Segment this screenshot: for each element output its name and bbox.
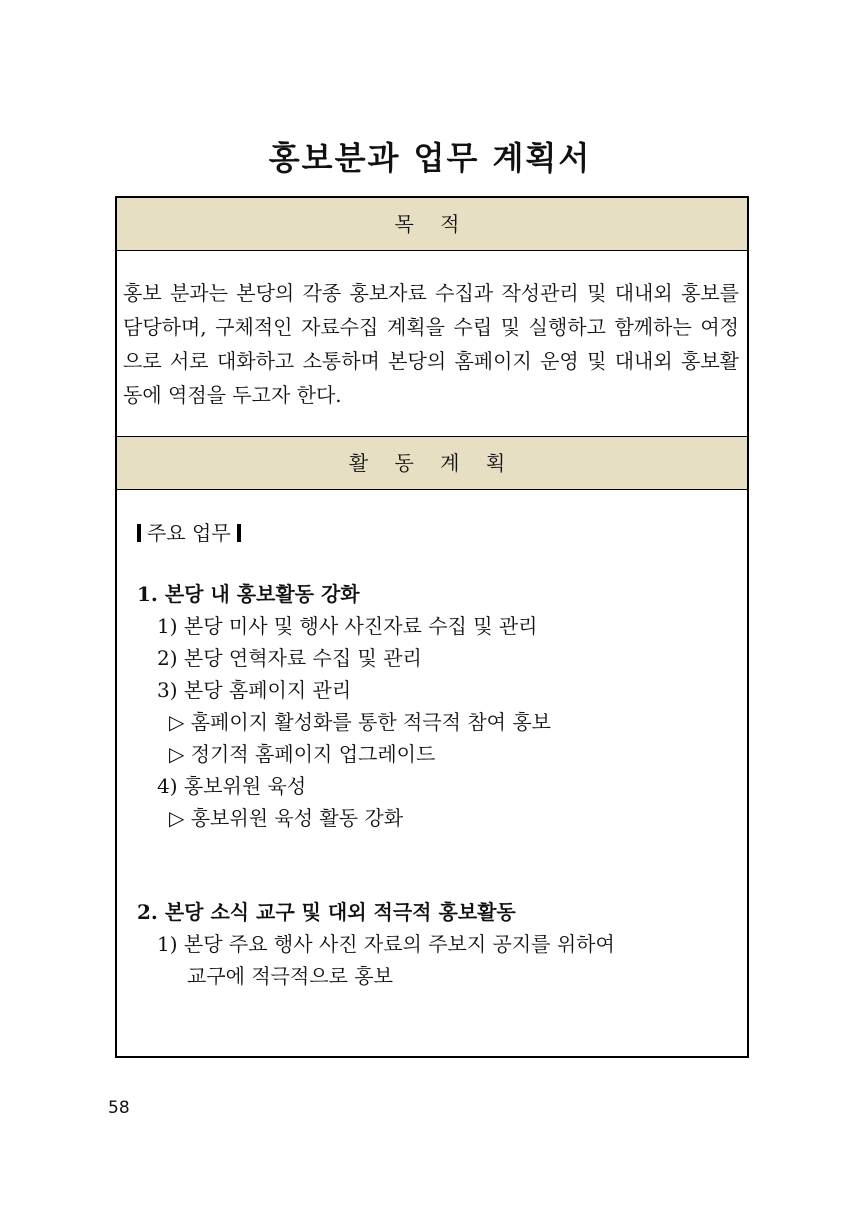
list-item: ▷ 홈페이지 활성화를 통한 적극적 참여 홍보 — [169, 710, 551, 734]
list-item: 3) 본당 홈페이지 관리 — [157, 678, 352, 702]
page-title: 홍보분과 업무 계획서 — [268, 139, 592, 177]
main-tasks-text: 주요 업무 — [147, 521, 231, 545]
plan-table — [115, 196, 749, 1058]
main-tasks-label — [131, 518, 247, 548]
section-1 — [137, 578, 737, 834]
activity-header: 활 동 계 획 — [117, 436, 747, 490]
purpose-body: 홍보 분과는 본당의 각종 홍보자료 수집과 작성관리 및 대내외 홍보를 담당하며, 구체적인 자료수집 계획을 수립 및 실행하고 함께하는 여정으로 서로 대화하고 소통하며 본당의 홈페이지 운영 및 대내외 홍보활동에 역점을 두고자 한다. — [123, 281, 739, 407]
purpose-header: 목 적 — [117, 198, 747, 251]
list-item: 4) 홍보위원 육성 — [157, 774, 307, 798]
list-item: ▷ 홍보위원 육성 활동 강화 — [169, 806, 404, 830]
section-2-heading: 2. 본당 소식 교구 및 대외 적극적 홍보활동 — [137, 900, 516, 924]
list-item: 1) 본당 미사 및 행사 사진자료 수집 및 관리 — [157, 614, 538, 638]
activity-body — [117, 490, 747, 1056]
list-item: 1) 본당 주요 행사 사진 자료의 주보지 공지를 위하여 — [157, 932, 615, 956]
bar-right-icon — [237, 524, 241, 542]
section-1-heading: 1. 본당 내 홍보활동 강화 — [137, 582, 360, 606]
section-2 — [137, 896, 737, 992]
list-item: 교구에 적극적으로 홍보 — [187, 964, 393, 988]
bar-left-icon — [137, 524, 141, 542]
list-item: ▷ 정기적 홈페이지 업그레이드 — [169, 742, 436, 766]
list-item: 2) 본당 연혁자료 수집 및 관리 — [157, 646, 422, 670]
page-number: 58 — [108, 1098, 130, 1118]
